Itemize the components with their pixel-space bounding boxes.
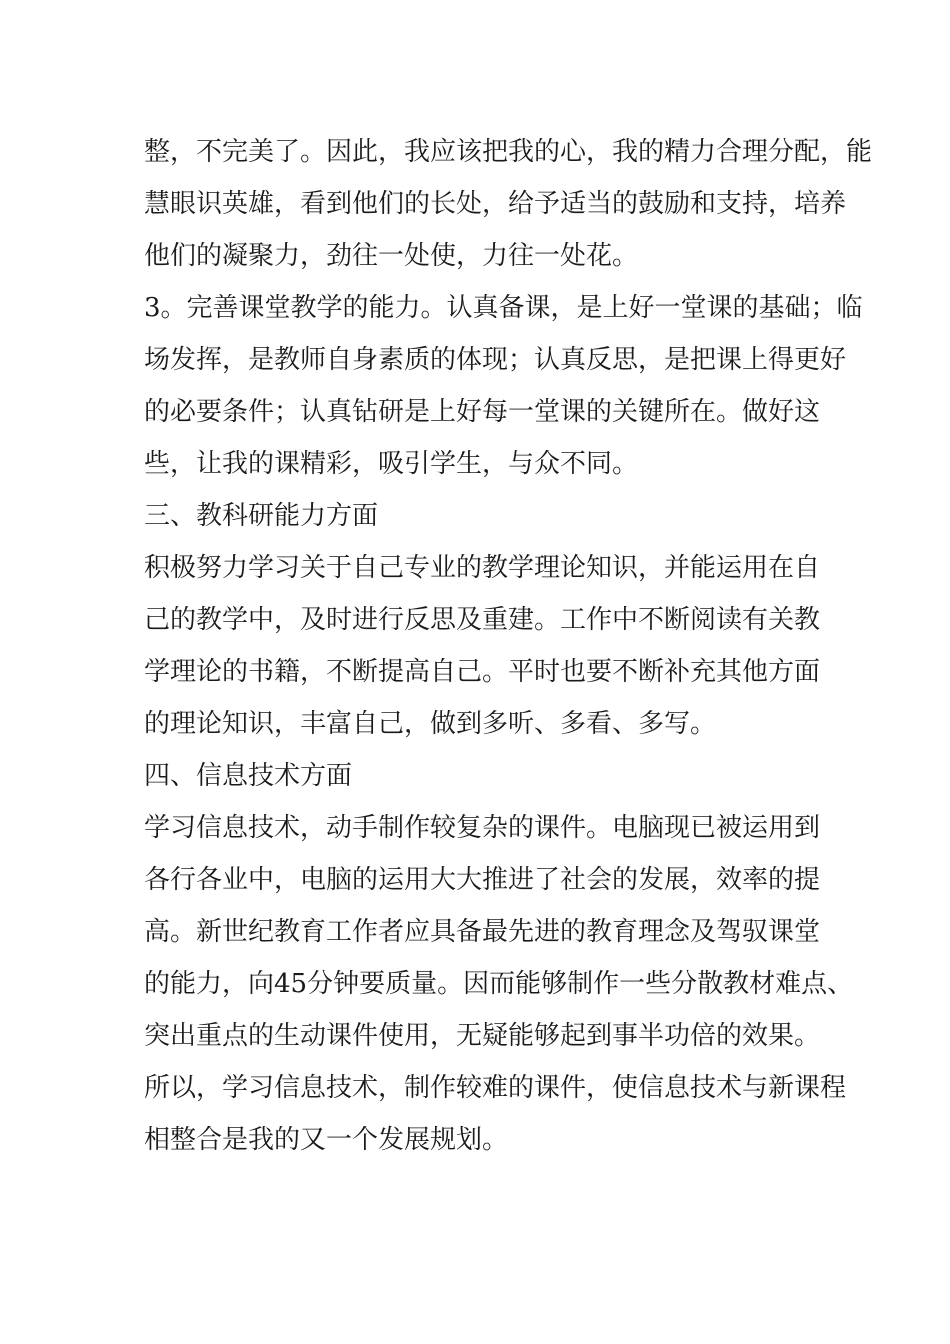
- text-line: 他们的凝聚力，劲往一处使，力往一处花。: [144, 241, 639, 271]
- text-line: 的理论知识，丰富自己，做到多听、多看、多写。: [144, 709, 717, 739]
- section-heading-it: [144, 750, 814, 802]
- paragraph-research: [144, 542, 821, 750]
- text-line: 的能力，向45分钟要质量。因而能够制作一些分散教材难点、: [144, 969, 854, 999]
- heading-line: 四、信息技术方面: [144, 761, 353, 791]
- text-line: 些，让我的课精彩，吸引学生，与众不同。: [144, 449, 639, 479]
- text-line: 的必要条件；认真钻研是上好每一堂课的关键所在。做好这: [144, 397, 821, 427]
- text-line: 高。新世纪教育工作者应具备最先进的教育理念及驾驭课堂: [144, 917, 821, 947]
- text-line: 所以，学习信息技术，制作较难的课件，使信息技术与新课程: [144, 1073, 847, 1103]
- document-body: [144, 126, 873, 1166]
- paragraph-it: [144, 802, 854, 1166]
- text-line: 慧眼识英雄，看到他们的长处，给予适当的鼓励和支持，培养: [144, 189, 847, 219]
- text-line: 学理论的书籍，不断提高自己。平时也要不断补充其他方面: [144, 657, 821, 687]
- text-line: 场发挥，是教师自身素质的体现；认真反思，是把课上得更好: [144, 345, 847, 375]
- section-heading-research: [144, 490, 814, 542]
- text-line: 学习信息技术，动手制作较复杂的课件。电脑现已被运用到: [144, 813, 821, 843]
- text-line: 整，不完美了。因此，我应该把我的心，我的精力合理分配，能: [144, 137, 873, 167]
- text-line: 相整合是我的又一个发展规划。: [144, 1125, 509, 1155]
- text-line: 积极努力学习关于自己专业的教学理论知识，并能运用在自: [144, 553, 821, 583]
- text-line: 各行各业中，电脑的运用大大推进了社会的发展，效率的提: [144, 865, 821, 895]
- paragraph-continuation: [144, 126, 873, 282]
- text-line: 突出重点的生动课件使用，无疑能够起到事半功倍的效果。: [144, 1021, 821, 1051]
- paragraph-teaching-ability: [144, 282, 863, 490]
- text-line: 3。完善课堂教学的能力。认真备课，是上好一堂课的基础；临: [144, 293, 863, 323]
- text-line: 己的教学中，及时进行反思及重建。工作中不断阅读有关教: [144, 605, 821, 635]
- heading-line: 三、教科研能力方面: [144, 501, 379, 531]
